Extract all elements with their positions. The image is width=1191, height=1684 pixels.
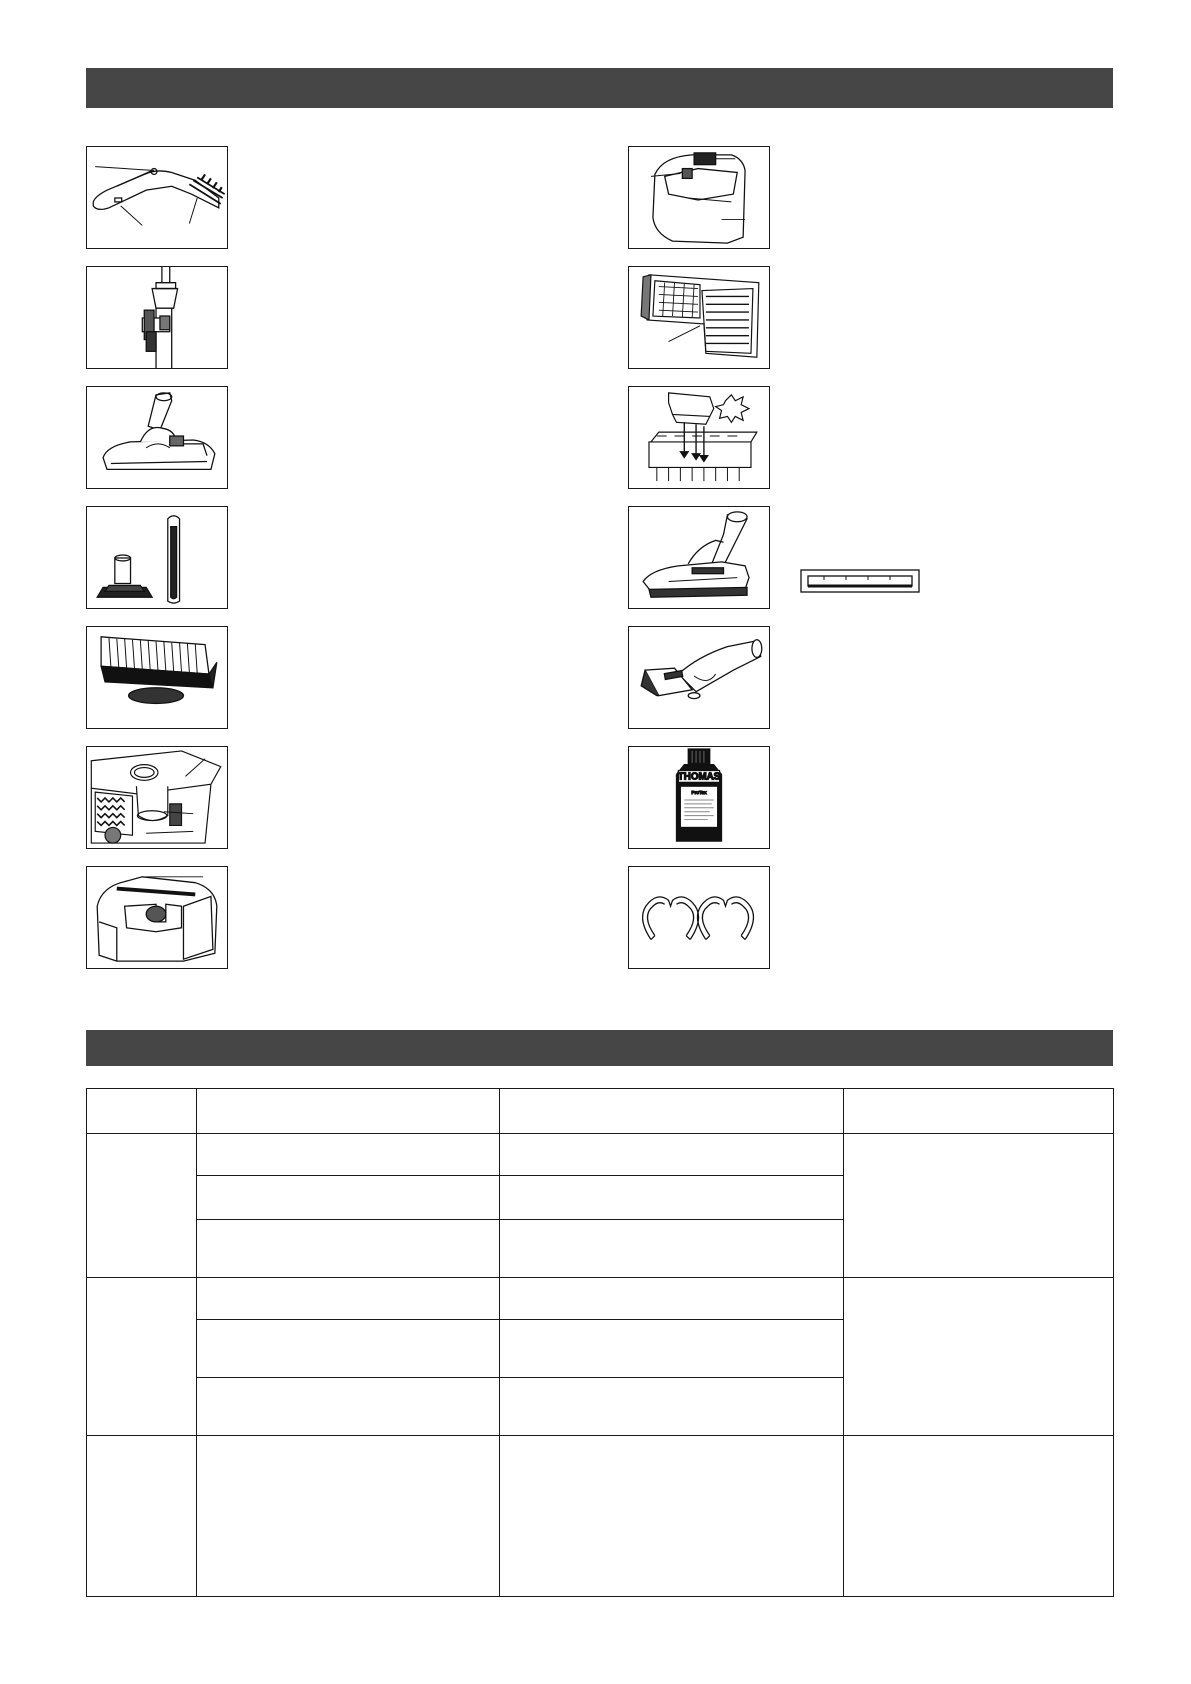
figure-filter-cassette (86, 746, 228, 849)
figure-upholstery-spray-nozzle (628, 626, 770, 729)
table-header-row (87, 1089, 1114, 1134)
remedy-cell (500, 1176, 844, 1220)
figure-filter-mat (628, 266, 770, 369)
figure-wet-box (86, 866, 228, 969)
group-label-cell (87, 1436, 197, 1597)
figure-hose-handle (86, 146, 228, 249)
bottle-product-label: ProTex (691, 791, 707, 797)
remedy-cell (500, 1220, 844, 1278)
cause-cell (197, 1378, 500, 1436)
figure-floor-nozzle (86, 386, 228, 489)
header-cell-note (844, 1089, 1114, 1134)
note-cell (844, 1436, 1114, 1597)
figure-upholstery-and-crevice-nozzle (86, 506, 228, 609)
header-cell-problem (87, 1089, 197, 1134)
cause-cell (197, 1320, 500, 1378)
group-label-cell (87, 1134, 197, 1278)
figure-water-tank (628, 146, 770, 249)
cause-cell (197, 1278, 500, 1320)
cause-cell (197, 1176, 500, 1220)
figure-nozzle-insert-strip (800, 568, 920, 594)
figure-hepa-filter (86, 626, 228, 729)
header-cell-cause (197, 1089, 500, 1134)
remedy-cell (500, 1436, 844, 1597)
remedy-cell (500, 1320, 844, 1378)
section-header-troubleshooting (86, 1030, 1113, 1066)
note-cell (844, 1134, 1114, 1278)
figure-detergent-bottle (628, 746, 770, 849)
table-row (87, 1134, 1114, 1176)
remedy-cell (500, 1278, 844, 1320)
cause-cell (197, 1134, 500, 1176)
table-row (87, 1436, 1114, 1597)
cause-cell (197, 1436, 500, 1597)
note-cell (844, 1278, 1114, 1436)
section-header-accessories (86, 68, 1113, 108)
figure-telescopic-tube-clip (86, 266, 228, 369)
troubleshooting-table (86, 1088, 1113, 1596)
header-cell-remedy (500, 1089, 844, 1134)
figure-spray-extraction-nozzle (628, 506, 770, 609)
bottle-brand-label: THOMAS (677, 771, 721, 783)
figure-filter-insert (628, 386, 770, 489)
cause-cell (197, 1220, 500, 1278)
remedy-cell (500, 1378, 844, 1436)
remedy-cell (500, 1134, 844, 1176)
group-label-cell (87, 1278, 197, 1436)
table-row (87, 1278, 1114, 1320)
figure-hose-clips (628, 866, 770, 969)
